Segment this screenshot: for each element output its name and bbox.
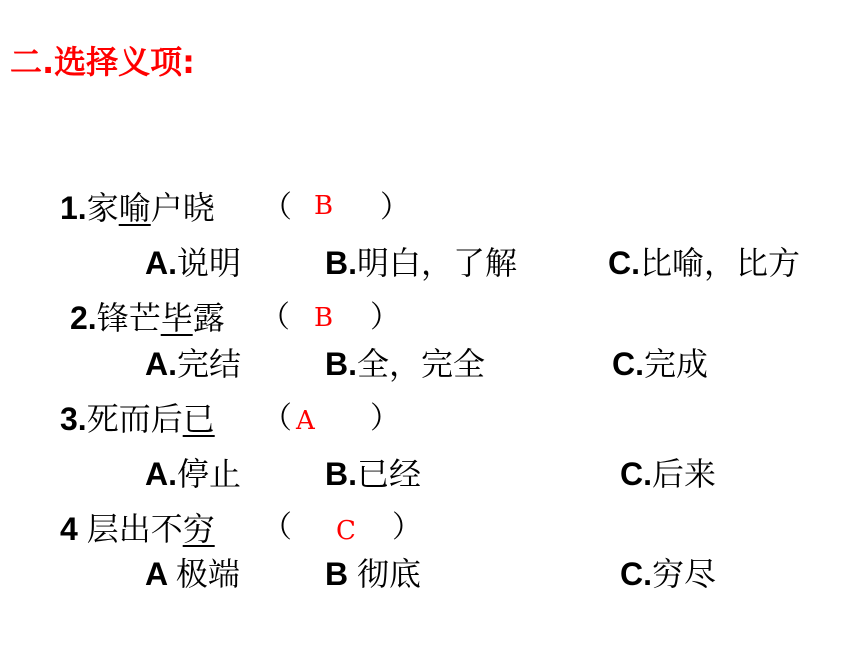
option-b <box>325 345 486 383</box>
open-paren: （ <box>260 300 290 335</box>
underlined-character: 穷 <box>182 510 215 548</box>
idiom-prefix: 家 <box>86 189 119 227</box>
option-text: 停止 <box>177 455 242 493</box>
question-number: 4 <box>60 511 87 547</box>
question-2-stem <box>70 299 225 337</box>
option-letter: B. <box>325 346 357 382</box>
idiom-suffix: 户晓 <box>150 189 215 227</box>
close-paren: ） <box>370 401 400 436</box>
option-a <box>145 345 242 383</box>
option-letter: C. <box>620 556 652 592</box>
question-number: 1. <box>60 190 87 226</box>
option-text: 比喻，比方 <box>640 244 801 282</box>
close-paren: ） <box>380 190 410 225</box>
option-text: 已经 <box>357 455 422 493</box>
option-c <box>620 455 717 493</box>
close-paren: ） <box>370 300 400 335</box>
question-number: 2. <box>70 300 97 336</box>
option-text: 明白，了解 <box>357 244 518 282</box>
option-text: 极端 <box>175 555 240 593</box>
question-4-stem <box>60 510 215 548</box>
answer-mark: B <box>314 303 334 333</box>
option-a <box>145 555 240 593</box>
option-text: 穷尽 <box>652 555 717 593</box>
answer-mark: C <box>336 516 356 546</box>
option-text: 完结 <box>177 345 242 383</box>
option-c <box>620 555 717 593</box>
option-text: 彻底 <box>357 555 422 593</box>
option-letter: B <box>325 556 357 592</box>
open-paren: （ <box>262 401 292 436</box>
option-text: 后来 <box>652 455 717 493</box>
option-c <box>608 244 801 282</box>
idiom-prefix: 死而后 <box>86 400 183 438</box>
underlined-character: 喻 <box>118 189 151 227</box>
option-letter: C. <box>612 346 644 382</box>
option-text: 全，完全 <box>357 345 486 383</box>
underlined-character: 已 <box>182 400 215 438</box>
option-c <box>612 345 709 383</box>
answer-mark: A <box>296 406 315 436</box>
option-letter: C. <box>620 456 652 492</box>
option-text: 说明 <box>177 244 242 282</box>
idiom-suffix: 露 <box>192 299 225 337</box>
option-a <box>145 455 242 493</box>
option-letter: A. <box>145 245 177 281</box>
question-3-stem <box>60 400 215 438</box>
option-letter: A <box>145 556 176 592</box>
option-letter: A. <box>145 346 177 382</box>
open-paren: （ <box>262 510 292 545</box>
underlined-character: 毕 <box>160 299 193 337</box>
option-letter: C. <box>608 245 640 281</box>
option-b <box>325 455 422 493</box>
option-letter: B. <box>325 245 357 281</box>
idiom-prefix: 层出不 <box>86 510 183 548</box>
option-b <box>325 244 518 282</box>
open-paren: （ <box>262 190 292 225</box>
option-text: 完成 <box>644 345 709 383</box>
option-a <box>145 244 242 282</box>
answer-mark: B <box>314 191 334 221</box>
option-b <box>325 555 422 593</box>
option-letter: B. <box>325 456 357 492</box>
idiom-prefix: 锋芒 <box>96 299 161 337</box>
option-letter: A. <box>145 456 177 492</box>
section-title: 二.选择义项: <box>10 43 195 81</box>
question-number: 3. <box>60 401 87 437</box>
close-paren: ） <box>392 510 422 545</box>
question-1-stem <box>60 189 215 227</box>
